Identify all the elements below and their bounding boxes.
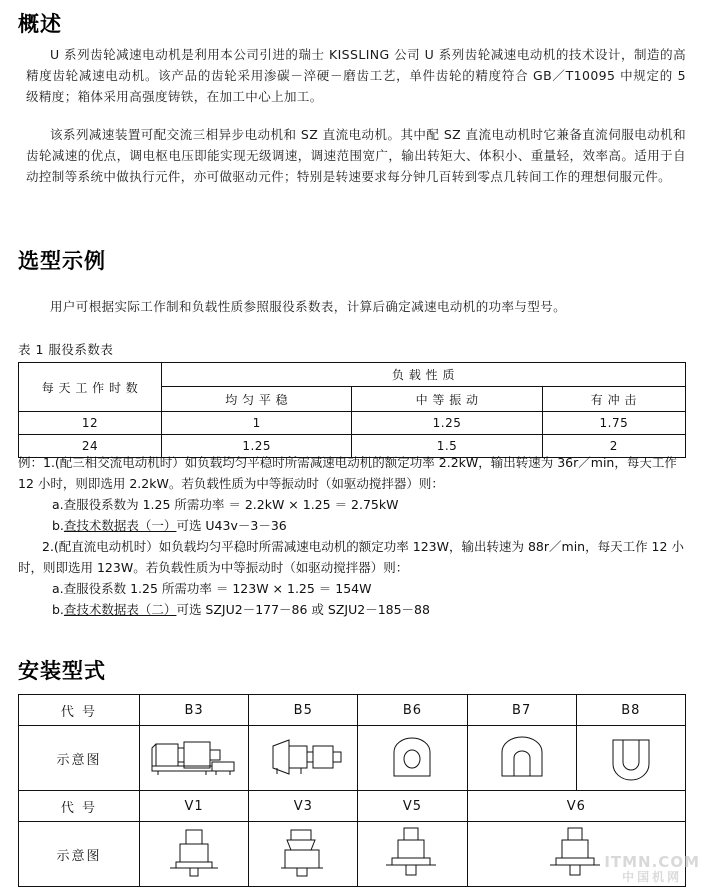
watermark-line-1: ITMN.COM <box>604 853 700 871</box>
table-row-header: 每 天 工 作 时 数 <box>19 363 162 412</box>
mount-figure-b6 <box>358 726 467 791</box>
table-row <box>19 822 686 887</box>
mount-code-v5: V5 <box>358 791 467 822</box>
mount-figure-v1 <box>140 822 249 887</box>
example-2-step-b <box>18 599 688 620</box>
mount-code-b7: B7 <box>467 695 576 726</box>
mount-figure-v5 <box>358 822 467 887</box>
table-row <box>19 695 686 726</box>
watermark-line-2: 中国机网 <box>622 870 683 884</box>
mount-figure-v3 <box>249 822 358 887</box>
overview-paragraph-2: 该系列减速装置可配交流三相异步电动机和 SZ 直流电动机。其中配 SZ 直流电动机时它兼备直流伺服电动机和齿轮减速的优点，调电枢电压即能实现无级调速，调速范围宽广，输出转矩大、体积小、重量轻，效率高。适用于自动控制等系统中做执行元件，亦可做驱动元件；特别是转速要求每分钟几百转到零点几转间工作的理想伺服元件。 <box>26 127 686 184</box>
table-cell-value: 2 <box>542 435 685 458</box>
table-cell-value: 1.5 <box>352 435 542 458</box>
mount-figure-b8 <box>576 726 685 791</box>
selection-paragraph: 用户可根据实际工作制和负载性质参照服役系数表，计算后确定减速电动机的功率与型号。 <box>50 299 567 314</box>
table-cell-value: 1.25 <box>352 412 542 435</box>
motor-diagram-b7-icon <box>469 729 575 787</box>
mounting-types-table <box>18 694 686 887</box>
mount-code-v6: V6 <box>467 791 685 822</box>
table-col-group-header: 负 载 性 质 <box>162 363 686 387</box>
mount-code-b3: B3 <box>140 695 249 726</box>
example-2-text: 2.(配直流电动机时）如负载均匀平稳时所需减速电动机的额定功率 123W，输出转速为 88r／min，每天工作 12 小时，则即选用 123W。若负载性质为中等振动时（如驱动搅拌器）则： <box>18 539 684 575</box>
motor-diagram-v1-icon <box>141 825 247 883</box>
example-1-text: 例：1.(配三相交流电动机时）如负载均匀平稳时所需减速电动机的额定功率 2.2kW，输出转速为 36r／min，每天工作 12 小时，则即选用 2.2kW。若负载性质为中等振动时（如驱动搅拌器）则： <box>18 455 677 491</box>
example-1-step-a: a.查服役系数为 1.25 所需功率 ＝ 2.2kW × 1.25 ＝ 2.75kW <box>52 497 399 512</box>
step-b-prefix: b. <box>52 602 64 617</box>
motor-diagram-v3-icon <box>250 825 356 883</box>
mount-label-figure: 示意图 <box>19 726 140 791</box>
tech-data-table-1-link[interactable]: 查技术数据表（一） <box>63 518 177 533</box>
page-title-overview: 概述 <box>18 12 62 36</box>
step-b-suffix: 可选 SZJU2－177－86 或 SZJU2－185－88 <box>176 602 430 617</box>
motor-diagram-b5-icon <box>250 729 356 787</box>
mount-code-v3: V3 <box>249 791 358 822</box>
mount-figure-b3 <box>140 726 249 791</box>
mount-code-b6: B6 <box>358 695 467 726</box>
example-2-step-a: a.查服役系数 1.25 所需功率 ＝ 123W × 1.25 ＝ 154W <box>52 581 372 596</box>
motor-diagram-v5-icon <box>359 825 465 883</box>
mount-label-code-2: 代 号 <box>19 791 140 822</box>
table-col-header: 中 等 振 动 <box>352 387 542 412</box>
motor-diagram-b8-icon <box>578 729 684 787</box>
example-1-step-b <box>18 515 688 536</box>
watermark <box>604 855 700 885</box>
table-cell-value: 1.25 <box>162 435 352 458</box>
table-caption: 表 1 服役系数表 <box>18 342 114 357</box>
tech-data-table-2-link[interactable]: 查技术数据表（二） <box>63 602 177 617</box>
selection-examples <box>18 452 688 620</box>
table-cell-hours: 24 <box>19 435 162 458</box>
table-col-header: 有 冲 击 <box>542 387 685 412</box>
mount-figure-b5 <box>249 726 358 791</box>
table-row <box>19 791 686 822</box>
mount-label-figure-2: 示意图 <box>19 822 140 887</box>
mount-code-b8: B8 <box>576 695 685 726</box>
page-title-mounting: 安装型式 <box>18 659 106 683</box>
motor-diagram-b6-icon <box>359 729 465 787</box>
table-cell-value: 1.75 <box>542 412 685 435</box>
table-cell-hours: 12 <box>19 412 162 435</box>
table-col-header: 均 匀 平 稳 <box>162 387 352 412</box>
mount-code-v1: V1 <box>140 791 249 822</box>
table-cell-value: 1 <box>162 412 352 435</box>
overview-paragraph-1: U 系列齿轮减速电动机是利用本公司引进的瑞士 KISSLING 公司 U 系列齿轮减速电动机的技术设计，制造的高精度齿轮减速电动机。该产品的齿轮采用渗碳－淬硬－磨齿工艺，单件齿轮的精度符合 GB／T10095 中规定的 5 级精度；箱体采用高强度铸铁，在加工中心上加工。 <box>26 47 686 104</box>
page-title-selection: 选型示例 <box>18 249 106 273</box>
mount-figure-b7 <box>467 726 576 791</box>
mount-label-code: 代 号 <box>19 695 140 726</box>
service-factor-table <box>18 362 686 458</box>
mount-code-b5: B5 <box>249 695 358 726</box>
step-b-prefix: b. <box>52 518 64 533</box>
table-row <box>19 412 686 435</box>
table-row <box>19 726 686 791</box>
motor-diagram-b3-icon <box>141 729 247 787</box>
step-b-suffix: 可选 U43v－3－36 <box>176 518 287 533</box>
